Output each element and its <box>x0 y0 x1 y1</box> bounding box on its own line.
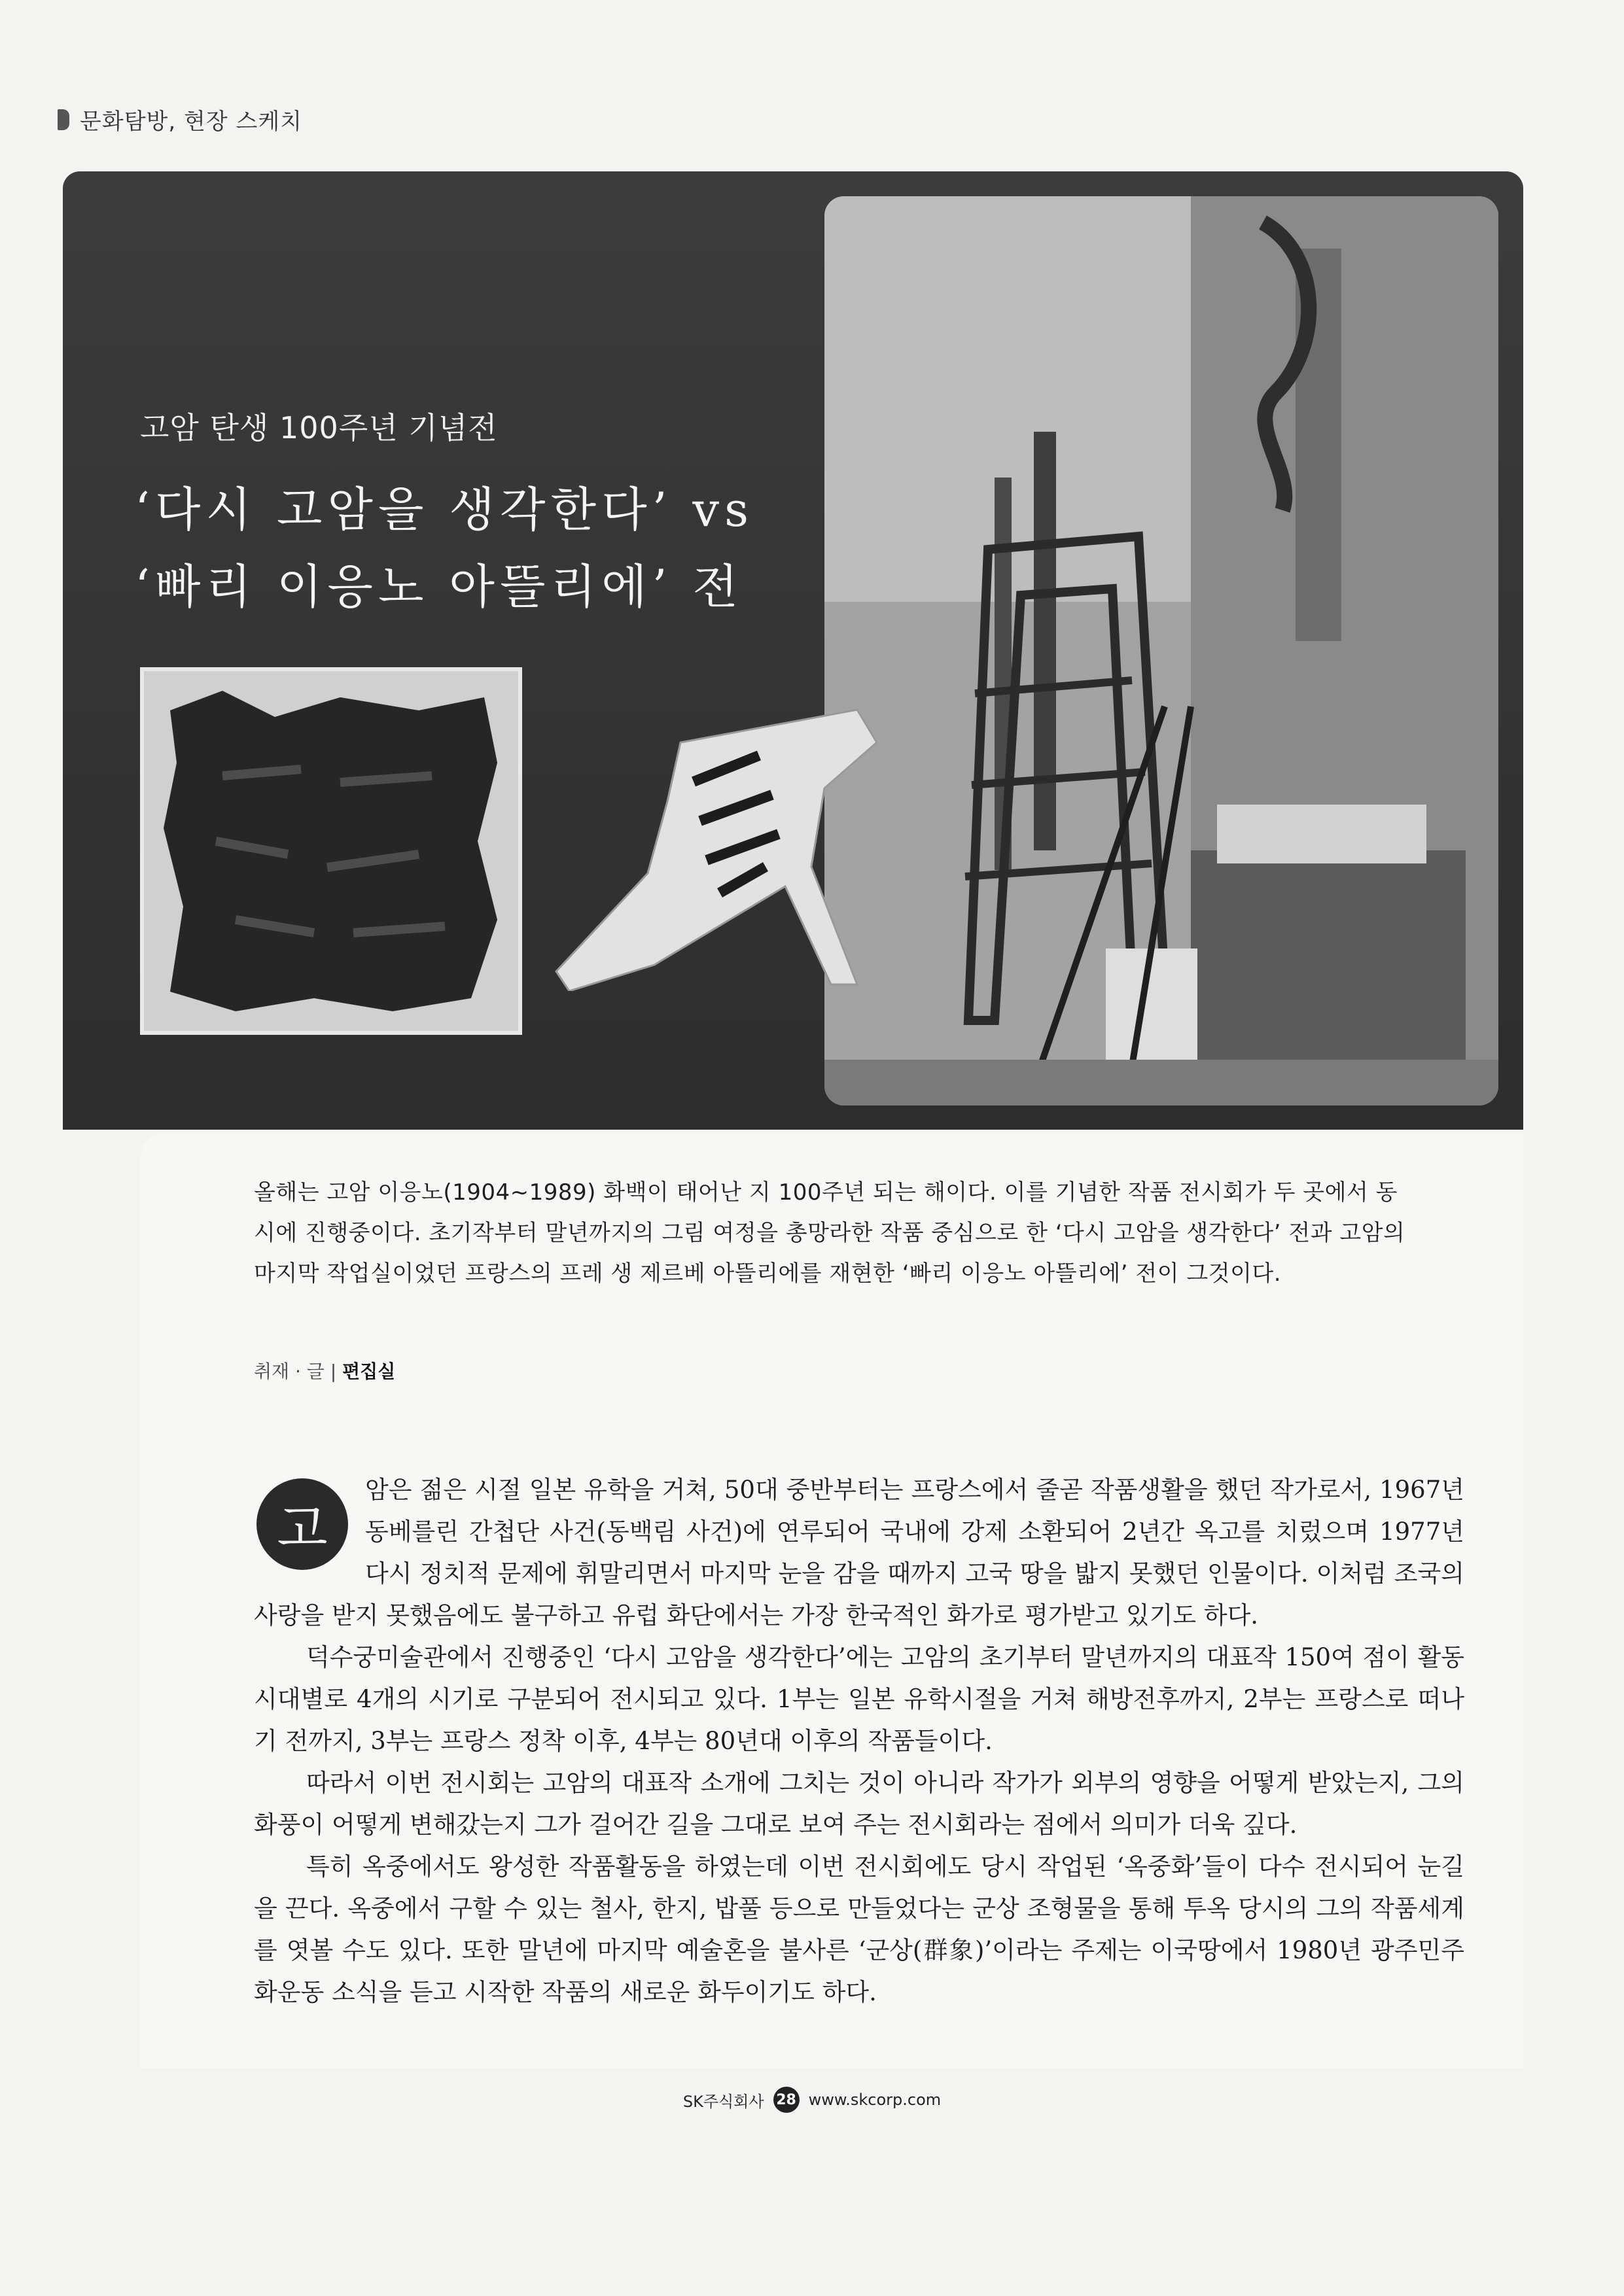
shoe-sculpture <box>550 703 916 991</box>
studio-photo <box>824 196 1498 1105</box>
artwork-image <box>144 671 518 1031</box>
hero-title-line1: ‘다시 고암을 생각한다’ vs <box>135 482 754 537</box>
page-footer <box>0 2087 1624 2113</box>
section-label <box>58 103 302 135</box>
artwork-photo <box>140 667 522 1035</box>
byline-author: 편집실 <box>342 1361 396 1382</box>
hero-subtitle: 고암 탄생 100주년 기념전 <box>140 410 498 445</box>
hero-title <box>135 471 754 625</box>
body-paragraph-1: 암은 젊은 시절 일본 유학을 거쳐, 50대 중반부터는 프랑스에서 줄곧 작품생활을 했던 작가로서, 1967년 동베를린 간첩단 사건(동백림 사건)에 연루되어 국내에 강제 소환되어 2년간 옥고를 치렀으며 1977년 다시 정치적 문제에 휘말리면서 마지막 눈을 감을 때까지 고국 땅을 밟지 못했던 인물이다. 이처럼 조국의 사랑을 받지 못했음에도 불구하고 유럽 화단에서는 가장 한국적인 화가로 평가받고 있기도 하다. <box>254 1476 1464 1629</box>
dropcap: 고 <box>256 1478 348 1570</box>
page-number: 28 <box>773 2087 800 2113</box>
body-paragraph-2: 덕수궁미술관에서 진행중인 ‘다시 고암을 생각한다’에는 고암의 초기부터 말년까지의 대표작 150여 점이 활동 시대별로 4개의 시기로 구분되어 전시되고 있다. 1부는 일본 유학시절을 거쳐 해방전후까지, 2부는 프랑스로 떠나기 전까지, 3부는 프랑스 정착 이후, 4부는 80년대 이후의 작품들이다. <box>254 1643 1464 1755</box>
byline <box>254 1357 395 1383</box>
footer-company: SK주식회사 <box>682 2092 764 2111</box>
section-marker-icon <box>58 109 69 130</box>
section-label-text: 문화탐방, 현장 스케치 <box>80 109 303 135</box>
footer-url[interactable]: www.skcorp.com <box>808 2091 942 2109</box>
hero-title-line2: ‘빠리 이응노 아뜰리에’ 전 <box>135 559 743 614</box>
body-paragraph-4: 특히 옥중에서도 왕성한 작품활동을 하였는데 이번 전시회에도 당시 작업된 ‘옥중화’들이 다수 전시되어 눈길을 끈다. 옥중에서 구할 수 있는 철사, 한지, 밥풀 등으로 만들었다는 군상 조형물을 통해 투옥 당시의 그의 작품세계를 엿볼 수도 있다. 또한 말년에 마지막 예술혼을 불사른 ‘군상(群象)’이라는 주제는 이국땅에서 1980년 광주민주화운동 소식을 듣고 시작한 작품의 새로운 화두이기도 하다. <box>254 1852 1464 2006</box>
article-body <box>254 1469 1464 2013</box>
article-intro: 올해는 고암 이응노(1904~1989) 화백이 태어난 지 100주년 되는 해이다. 이를 기념한 작품 전시회가 두 곳에서 동시에 진행중이다. 초기작부터 말년까지의 그림 여정을 총망라한 작품 중심으로 한 ‘다시 고암을 생각한다’ 전과 고암의 마지막 작업실이었던 프랑스의 프레 생 제르베 아뜰리에를 재현한 ‘빠리 이응노 아뜰리에’ 전이 그것이다. <box>254 1179 1405 1287</box>
shoe-sculpture-image <box>550 703 916 991</box>
body-paragraph-3: 따라서 이번 전시회는 고암의 대표작 소개에 그치는 것이 아니라 작가가 외부의 영향을 어떻게 받았는지, 그의 화풍이 어떻게 변해갔는지 그가 걸어간 길을 그대로 보여 주는 전시회라는 점에서 의미가 더욱 깊다. <box>254 1769 1464 1839</box>
studio-photo-image <box>824 196 1498 1105</box>
byline-prefix: 취재 · 글 | <box>254 1361 343 1382</box>
